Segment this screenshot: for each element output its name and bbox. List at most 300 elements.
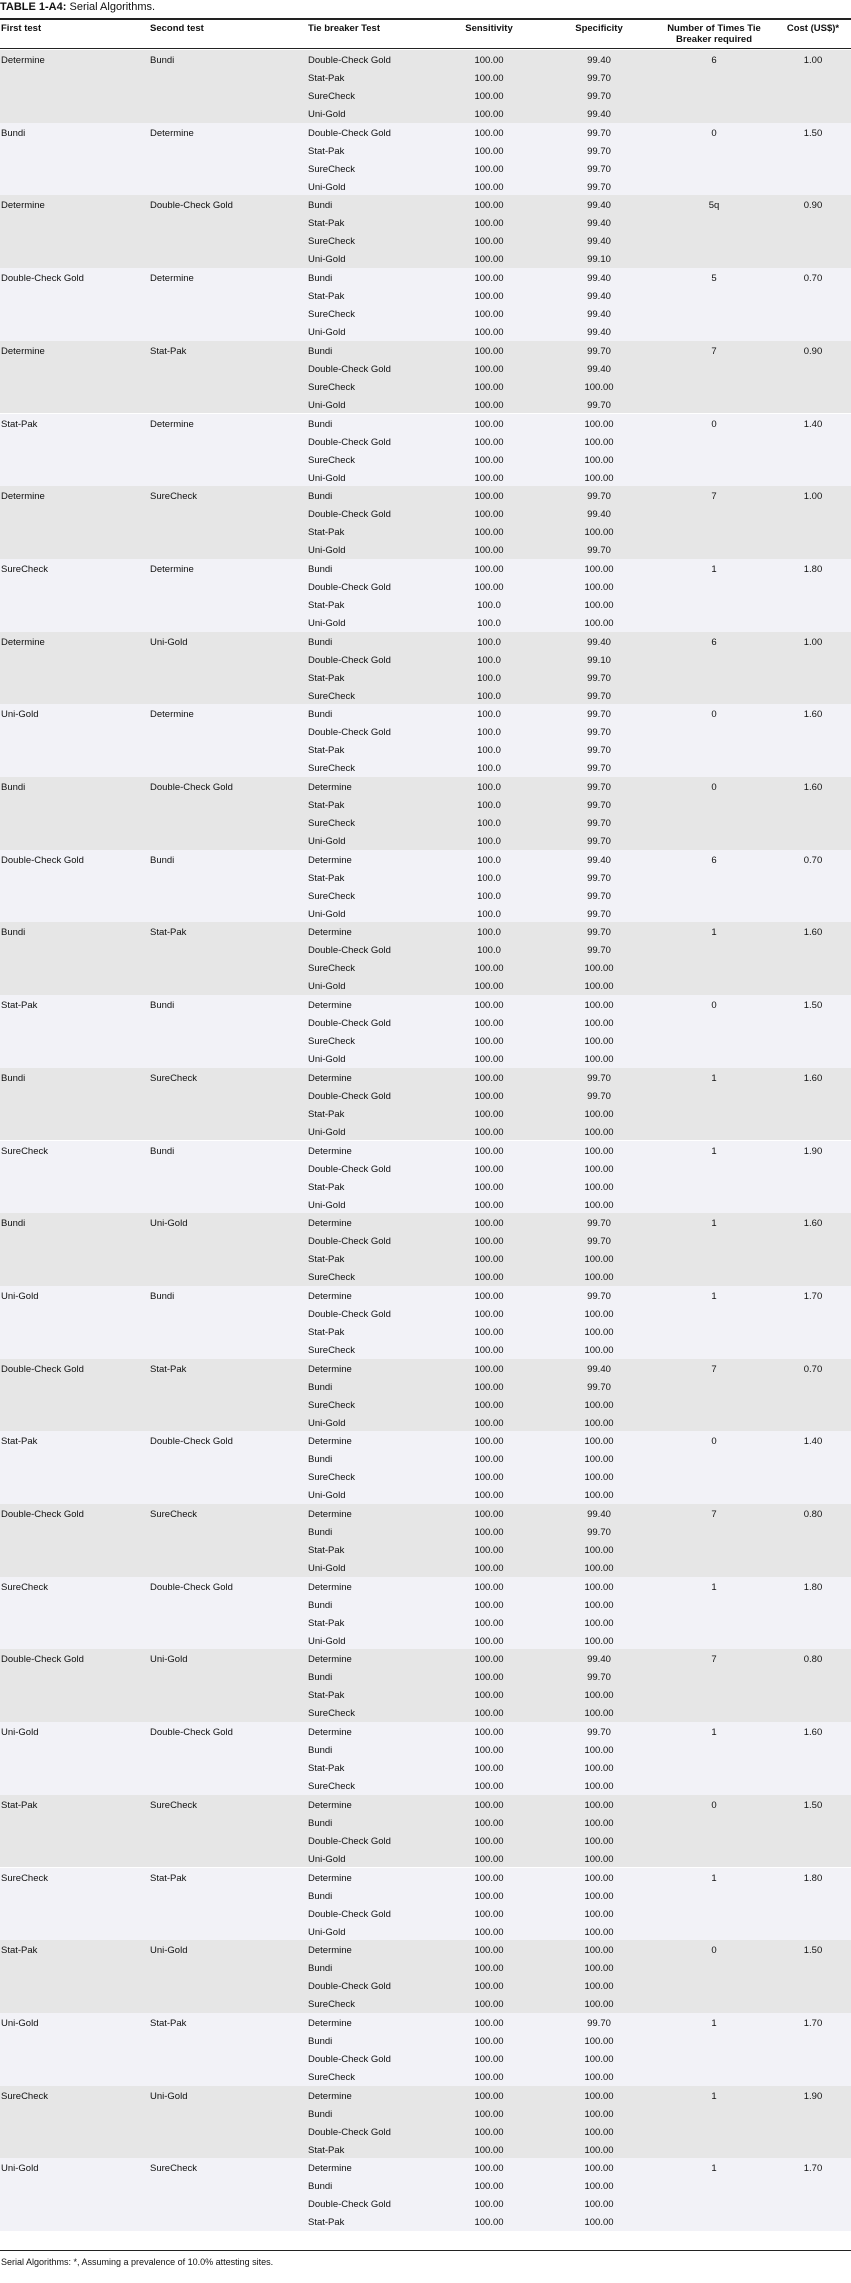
table-row [0, 397, 851, 415]
header-cost: Cost (US$)* [786, 23, 840, 34]
table-row-group [0, 704, 851, 777]
first-test-cell: Uni-Gold [1, 709, 39, 721]
tie-breaker-cell: Stat-Pak [308, 1181, 345, 1193]
sensitivity-cell: 100.00 [474, 1072, 504, 1084]
sensitivity-cell: 100.00 [474, 1708, 504, 1720]
second-test-cell: SureCheck [150, 1072, 197, 1084]
sensitivity-cell: 100.00 [474, 509, 504, 521]
specificity-cell: 100.00 [584, 2071, 614, 2083]
specificity-cell: 100.00 [584, 472, 614, 484]
tie-breaker-cell: Stat-Pak [308, 1763, 345, 1775]
tie-breaker-cell: Uni-Gold [308, 1563, 346, 1574]
tie-breaker-cell: Stat-Pak [308, 872, 345, 884]
table-row [0, 2088, 851, 2106]
cost-cell: 1.70 [803, 2163, 823, 2175]
sensitivity-cell: 100.00 [474, 436, 504, 448]
first-test-cell: Stat-Pak [1, 1945, 38, 1957]
specificity-cell: 100.00 [584, 581, 614, 593]
cost-cell: 1.40 [803, 418, 823, 430]
cost-cell: 1.80 [803, 563, 823, 575]
table-row-group [0, 632, 851, 705]
first-test-cell: Bundi [1, 927, 26, 939]
table-row [0, 1342, 851, 1360]
sensitivity-cell: 100.00 [474, 1108, 504, 1120]
specificity-cell: 99.70 [587, 727, 611, 739]
specificity-cell: 100.00 [584, 1963, 614, 1975]
first-test-cell: Double-Check Gold [1, 1509, 84, 1520]
table-row [0, 1088, 851, 1106]
table-row-group [0, 123, 851, 196]
sensitivity-cell: 100.00 [474, 273, 504, 285]
sensitivity-cell: 100.00 [474, 1381, 504, 1393]
tie-breaker-cell: SureCheck [308, 454, 355, 466]
table-row [0, 2196, 851, 2214]
tie-breaker-cell: Bundi [308, 709, 333, 721]
second-test-cell: Bundi [150, 1145, 175, 1157]
tie-breaker-cell: Bundi [308, 1745, 333, 1757]
sensitivity-cell: 100.0 [477, 745, 501, 757]
tie-breaker-cell: Bundi [308, 2181, 333, 2193]
second-test-cell: Stat-Pak [150, 927, 187, 939]
table-row-group [0, 1213, 851, 1286]
sensitivity-cell: 100.00 [474, 491, 504, 503]
sensitivity-cell: 100.00 [474, 563, 504, 575]
specificity-cell: 99.70 [587, 1090, 611, 1102]
header-sensitivity: Sensitivity [465, 23, 513, 34]
table-row [0, 1888, 851, 1906]
tie-breaker-cell: Stat-Pak [308, 145, 345, 157]
table-row [0, 470, 851, 488]
second-test-cell: Bundi [150, 1000, 175, 1012]
cost-cell: 1.60 [803, 782, 823, 793]
cost-cell: 1.80 [803, 1581, 823, 1593]
first-test-cell: Stat-Pak [1, 418, 38, 430]
second-test-cell: SureCheck [150, 1509, 197, 1520]
table-row [0, 1161, 851, 1179]
tie-breaker-cell: Uni-Gold [308, 1199, 346, 1211]
tie-breaker-cell: Uni-Gold [308, 1126, 346, 1138]
tie-breaker-cell: Double-Check Gold [308, 363, 391, 375]
second-test-cell: SureCheck [150, 2163, 197, 2175]
tie-breaker-cell: Double-Check Gold [308, 1981, 391, 1993]
table-row-group [0, 486, 851, 559]
sensitivity-cell: 100.00 [474, 254, 504, 266]
sensitivity-cell: 100.00 [474, 1363, 504, 1375]
specificity-cell: 100.00 [584, 1999, 614, 2011]
header-times-required [660, 23, 768, 45]
table-row [0, 1615, 851, 1633]
specificity-cell: 99.70 [587, 1072, 611, 1084]
specificity-cell: 99.10 [587, 654, 611, 666]
sensitivity-cell: 100.00 [474, 1599, 504, 1611]
table-row [0, 88, 851, 106]
sensitivity-cell: 100.00 [474, 1163, 504, 1175]
second-test-cell: Determine [150, 709, 194, 721]
sensitivity-cell: 100.00 [474, 1853, 504, 1865]
table-row [0, 997, 851, 1015]
cost-cell: 1.50 [803, 1000, 823, 1012]
first-test-cell: Determine [1, 636, 45, 648]
table-row [0, 1851, 851, 1869]
times-required-cell: 0 [711, 709, 717, 721]
specificity-cell: 100.00 [584, 1690, 614, 1702]
times-required-cell: 7 [711, 1654, 717, 1666]
table-row [0, 1070, 851, 1088]
table-row [0, 125, 851, 143]
tie-breaker-cell: Stat-Pak [308, 1690, 345, 1702]
specificity-cell: 100.00 [584, 436, 614, 448]
table-row [0, 906, 851, 924]
cost-cell: 1.80 [803, 1872, 823, 1884]
times-required-cell: 0 [711, 127, 717, 139]
second-test-cell: Double-Check Gold [150, 782, 233, 793]
tie-breaker-cell: Double-Check Gold [308, 945, 391, 957]
first-test-cell: Determine [1, 200, 45, 212]
table-row [0, 1179, 851, 1197]
tie-breaker-cell: SureCheck [308, 963, 355, 975]
table-row [0, 779, 851, 797]
sensitivity-cell: 100.00 [474, 218, 504, 230]
header-times-line1: Number of Times Tie [667, 23, 761, 34]
second-test-cell: Determine [150, 563, 194, 575]
second-test-cell: Double-Check Gold [150, 1727, 233, 1739]
table-row-group [0, 1431, 851, 1504]
sensitivity-cell: 100.00 [474, 127, 504, 139]
tie-breaker-cell: Uni-Gold [308, 1417, 346, 1429]
cost-cell: 1.60 [803, 927, 823, 939]
tie-breaker-cell: Uni-Gold [308, 181, 346, 193]
table-row [0, 1433, 851, 1451]
tie-breaker-cell: Determine [308, 1799, 352, 1811]
second-test-cell: Stat-Pak [150, 345, 187, 357]
specificity-cell: 100.00 [584, 1308, 614, 1320]
sensitivity-cell: 100.00 [474, 1399, 504, 1411]
specificity-cell: 100.00 [584, 2217, 614, 2229]
header-specificity: Specificity [575, 23, 623, 34]
table-row-group [0, 2086, 851, 2159]
specificity-cell: 99.70 [587, 345, 611, 357]
table-row [0, 1415, 851, 1433]
cost-cell: 0.70 [803, 273, 823, 285]
table-row [0, 1269, 851, 1287]
sensitivity-cell: 100.00 [474, 2199, 504, 2211]
cost-cell: 1.90 [803, 2090, 823, 2102]
sensitivity-cell: 100.00 [474, 454, 504, 466]
specificity-cell: 100.00 [584, 563, 614, 575]
table-row [0, 1960, 851, 1978]
table-row [0, 1996, 851, 2014]
table-row-group [0, 995, 851, 1068]
table-row [0, 852, 851, 870]
specificity-cell: 99.70 [587, 836, 611, 847]
times-required-cell: 1 [711, 1581, 717, 1593]
table-row [0, 1924, 851, 1942]
tie-breaker-cell: Determine [308, 1654, 352, 1666]
second-test-cell: Uni-Gold [150, 636, 188, 648]
first-test-cell: SureCheck [1, 2090, 48, 2102]
table-title [0, 0, 155, 14]
times-required-cell: 5q [708, 200, 720, 212]
specificity-cell: 100.00 [584, 1981, 614, 1993]
table-row [0, 1978, 851, 1996]
tie-breaker-cell: Double-Check Gold [308, 1018, 391, 1030]
tie-breaker-cell: Determine [308, 1727, 352, 1739]
specificity-cell: 100.00 [584, 1763, 614, 1775]
table-row-group [0, 1795, 851, 1868]
specificity-cell: 99.70 [587, 927, 611, 939]
specificity-cell: 100.00 [584, 1326, 614, 1338]
table-row [0, 1361, 851, 1379]
specificity-cell: 99.70 [587, 1727, 611, 1739]
specificity-cell: 99.40 [587, 854, 611, 866]
times-required-cell: 0 [711, 1000, 717, 1012]
cost-cell: 1.60 [803, 1072, 823, 1084]
sensitivity-cell: 100.0 [477, 872, 501, 884]
second-test-cell: Bundi [150, 1290, 175, 1302]
tie-breaker-cell: Double-Check Gold [308, 127, 391, 139]
cost-cell: 1.00 [803, 491, 823, 503]
table-row [0, 978, 851, 996]
tie-breaker-cell: Uni-Gold [308, 836, 346, 847]
times-required-cell: 7 [711, 345, 717, 357]
sensitivity-cell: 100.00 [474, 981, 504, 993]
first-test-cell: Determine [1, 345, 45, 357]
tie-breaker-cell: Bundi [308, 491, 333, 503]
tie-breaker-cell: Bundi [308, 2108, 333, 2120]
table-footnote: Serial Algorithms: *, Assuming a prevalence of 10.0% attesting sites. [1, 2257, 274, 2267]
specificity-cell: 99.40 [587, 363, 611, 375]
tie-breaker-cell: Determine [308, 1000, 352, 1012]
table-row [0, 960, 851, 978]
table-row [0, 233, 851, 251]
sensitivity-cell: 100.00 [474, 181, 504, 193]
sensitivity-cell: 100.00 [474, 1835, 504, 1847]
specificity-cell: 99.70 [587, 763, 611, 775]
tie-breaker-cell: Double-Check Gold [308, 436, 391, 448]
table-row [0, 70, 851, 88]
header-tie-breaker: Tie breaker Test [308, 23, 380, 34]
cost-cell: 1.90 [803, 1145, 823, 1157]
table-row [0, 2124, 851, 2142]
cost-cell: 0.90 [803, 345, 823, 357]
tie-breaker-cell: Uni-Gold [308, 327, 346, 339]
tie-breaker-cell: Double-Check Gold [308, 509, 391, 521]
tie-breaker-cell: Bundi [308, 1454, 333, 1466]
tie-breaker-cell: SureCheck [308, 163, 355, 175]
second-test-cell: Stat-Pak [150, 2017, 187, 2029]
table-row [0, 1143, 851, 1161]
tie-breaker-cell: Bundi [308, 2035, 333, 2047]
specificity-cell: 100.00 [584, 1472, 614, 1484]
table-row [0, 561, 851, 579]
times-required-cell: 0 [711, 1799, 717, 1811]
sensitivity-cell: 100.00 [474, 1272, 504, 1284]
first-test-cell: Stat-Pak [1, 1436, 38, 1448]
tie-breaker-cell: SureCheck [308, 1036, 355, 1048]
table-row [0, 797, 851, 815]
specificity-cell: 99.70 [587, 890, 611, 902]
specificity-cell: 99.70 [587, 1236, 611, 1248]
sensitivity-cell: 100.00 [474, 309, 504, 321]
tie-breaker-cell: Determine [308, 1436, 352, 1448]
table-row [0, 815, 851, 833]
sensitivity-cell: 100.00 [474, 527, 504, 539]
table-row-group [0, 1722, 851, 1795]
specificity-cell: 100.00 [584, 1163, 614, 1175]
sensitivity-cell: 100.00 [474, 1945, 504, 1957]
tie-breaker-cell: Double-Check Gold [308, 1835, 391, 1847]
table-row [0, 343, 851, 361]
table-row [0, 1742, 851, 1760]
table-row [0, 1051, 851, 1069]
cost-cell: 1.70 [803, 1290, 823, 1302]
table-row [0, 1451, 851, 1469]
table-row [0, 1015, 851, 1033]
tie-breaker-cell: Uni-Gold [308, 1926, 346, 1938]
cost-cell: 1.60 [803, 1218, 823, 1230]
cost-cell: 0.80 [803, 1654, 823, 1666]
specificity-cell: 100.00 [584, 2035, 614, 2047]
table-row [0, 542, 851, 560]
tie-breaker-cell: Bundi [308, 1381, 333, 1393]
specificity-cell: 100.00 [584, 2053, 614, 2065]
specificity-cell: 100.00 [584, 2181, 614, 2193]
table-row-group [0, 2158, 851, 2231]
tie-breaker-cell: Bundi [308, 1527, 333, 1538]
sensitivity-cell: 100.00 [474, 1436, 504, 1448]
table-row [0, 1397, 851, 1415]
sensitivity-cell: 100.00 [474, 291, 504, 303]
specificity-cell: 99.70 [587, 73, 611, 84]
tie-breaker-cell: Stat-Pak [308, 1617, 345, 1629]
table-row [0, 2015, 851, 2033]
tie-breaker-cell: Stat-Pak [308, 1326, 345, 1338]
specificity-cell: 99.40 [587, 109, 611, 120]
sensitivity-cell: 100.00 [474, 1817, 504, 1829]
table-row [0, 324, 851, 342]
specificity-cell: 99.70 [587, 127, 611, 139]
cost-cell: 0.90 [803, 200, 823, 212]
sensitivity-cell: 100.0 [477, 599, 501, 611]
tie-breaker-cell: Double-Check Gold [308, 1908, 391, 1920]
specificity-cell: 99.40 [587, 1509, 611, 1520]
table-row [0, 416, 851, 434]
tie-breaker-cell: Determine [308, 1218, 352, 1230]
table-row [0, 452, 851, 470]
sensitivity-cell: 100.00 [474, 1126, 504, 1138]
specificity-cell: 100.00 [584, 1926, 614, 1938]
sensitivity-cell: 100.00 [474, 363, 504, 375]
table-row [0, 942, 851, 960]
cost-cell: 0.70 [803, 1363, 823, 1375]
table-row [0, 1633, 851, 1651]
times-required-cell: 7 [711, 491, 717, 503]
tie-breaker-cell: Determine [308, 1072, 352, 1084]
table-row [0, 1705, 851, 1723]
specificity-cell: 100.00 [584, 1599, 614, 1611]
table-header [0, 20, 851, 48]
times-required-cell: 6 [711, 55, 717, 66]
sensitivity-cell: 100.0 [477, 782, 501, 793]
cost-cell: 1.60 [803, 709, 823, 721]
cost-cell: 0.80 [803, 1509, 823, 1520]
table-row [0, 179, 851, 197]
table-row [0, 288, 851, 306]
sensitivity-cell: 100.00 [474, 1054, 504, 1066]
header-times-line2: Breaker required [675, 34, 753, 45]
second-test-cell: Uni-Gold [150, 1218, 188, 1230]
cost-cell: 1.40 [803, 1436, 823, 1448]
times-required-cell: 1 [711, 2090, 717, 2102]
tie-breaker-cell: Bundi [308, 1963, 333, 1975]
specificity-cell: 100.00 [584, 1908, 614, 1920]
specificity-cell: 99.40 [587, 291, 611, 303]
specificity-cell: 99.70 [587, 818, 611, 829]
table-label: TABLE 1-A4: [0, 1, 67, 13]
sensitivity-cell: 100.00 [474, 581, 504, 593]
specificity-cell: 99.70 [587, 709, 611, 721]
table-row [0, 615, 851, 633]
times-required-cell: 1 [711, 2017, 717, 2029]
sensitivity-cell: 100.00 [474, 1344, 504, 1356]
sensitivity-cell: 100.0 [477, 854, 501, 866]
table-row [0, 1687, 851, 1705]
specificity-cell: 99.70 [587, 945, 611, 957]
tie-breaker-cell: Determine [308, 1363, 352, 1375]
specificity-cell: 100.00 [584, 963, 614, 975]
specificity-cell: 100.00 [584, 1036, 614, 1048]
tie-breaker-cell: Stat-Pak [308, 291, 345, 303]
tie-breaker-cell: Bundi [308, 200, 333, 212]
table-row [0, 161, 851, 179]
specificity-cell: 99.70 [587, 1672, 611, 1684]
specificity-cell: 99.40 [587, 636, 611, 648]
specificity-cell: 100.00 [584, 1108, 614, 1120]
tie-breaker-cell: Uni-Gold [308, 1054, 346, 1066]
tie-breaker-cell: Determine [308, 1509, 352, 1520]
tie-breaker-cell: SureCheck [308, 763, 355, 775]
specificity-cell: 99.40 [587, 1363, 611, 1375]
sensitivity-cell: 100.00 [474, 1763, 504, 1775]
sensitivity-cell: 100.00 [474, 2126, 504, 2138]
second-test-cell: Uni-Gold [150, 2090, 188, 2102]
sensitivity-cell: 100.00 [474, 91, 504, 102]
tie-breaker-cell: Bundi [308, 1672, 333, 1684]
table-row [0, 1760, 851, 1778]
table-row [0, 1651, 851, 1669]
table-row [0, 143, 851, 161]
tie-breaker-cell: Double-Check Gold [308, 2053, 391, 2065]
second-test-cell: Double-Check Gold [150, 1436, 233, 1448]
sensitivity-cell: 100.0 [477, 654, 501, 666]
specificity-cell: 100.00 [584, 1635, 614, 1647]
times-required-cell: 1 [711, 1727, 717, 1739]
specificity-cell: 100.00 [584, 1399, 614, 1411]
specificity-cell: 99.70 [587, 491, 611, 503]
first-test-cell: Bundi [1, 1072, 26, 1084]
times-required-cell: 0 [711, 1945, 717, 1957]
times-required-cell: 7 [711, 1363, 717, 1375]
table-row [0, 1833, 851, 1851]
first-test-cell: SureCheck [1, 1872, 48, 1884]
specificity-cell: 100.00 [584, 1199, 614, 1211]
sensitivity-cell: 100.00 [474, 1181, 504, 1193]
table-row [0, 1506, 851, 1524]
table-row [0, 2051, 851, 2069]
table-row-group [0, 268, 851, 341]
sensitivity-cell: 100.00 [474, 1908, 504, 1920]
tie-breaker-cell: Double-Check Gold [308, 2199, 391, 2211]
